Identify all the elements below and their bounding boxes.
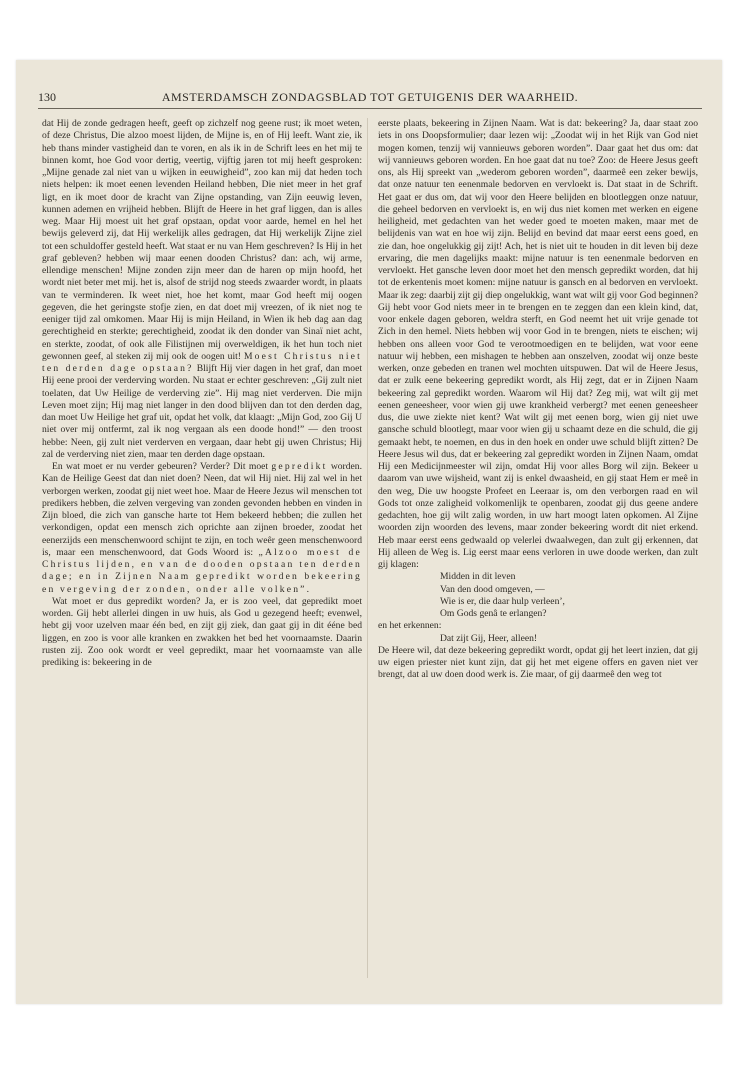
- hymn-verse: [378, 571, 698, 620]
- newspaper-page: [16, 60, 722, 1004]
- paragraph: De Heere wil, dat deze bekeering gepredikt wordt, opdat gij het leert inzien, dat gij uw eigen priester niet kunt zijn, dat gij het met eigene offers en gaven niet ver brengt, dat al uw doen dood werk is. Zie maar, of gij daarmeê den weg tot: [378, 644, 698, 681]
- verse-line: Midden in dit leven: [440, 571, 516, 583]
- spaced-emphasis: Moest Christus niet ten derden dage opstaan?: [42, 350, 362, 374]
- paragraph: dat Hij de zonde gedragen heeft, geeft op zichzelf nog geene rust; ik moet weten, of deze Christus, Die alzoo moest lijden, de Mijne is, en of Hij leeft. Want zie, ik heb thans minder vastigheid dan te voren, en als ik in de Schrift lees en het mij te binnen komt, hoe God voor dertig, veertig, vijftig jaren tot mij heeft gesproken: „Mijne genade zal niet van u wijken in eeuwigheid”, zoo kan mij dat heden toch niets helpen: ik moet eenen levenden Heiland hebben, Die niet meer in het graf ligt, en ik moet door de kracht van Zijne opstanding, van Zijn eeuwig leven, kunnen ademen en vrijheid hebben. Blijft de Heere in het graf liggen, dan is alles weg. Maar Hij moest uit het graf opstaan, opdat voor aarde, hemel en hel het bewijs geleverd zij, dat Hij werkelijk alles gedragen, dat Hij werkelijk Zijne ziel tot een schuldoffer gesteld heeft. Wat staat er nu van Hem geschreven? Is Hij in het graf gebleven? hebben wij maar eenen dooden Christus? dan: ach, wij arme, ellendige menschen! Mijne zonden zijn meer dan de haren op mijn hoofd, het wordt niet beter met mij. het is, alsof de strijd nog steeds zwaarder wordt, in plaats van te verminderen. Ik weet niet, hoe het komt, maar God heeft mij oogen gegeven, die het geringste stofje zien, en dat doet mij vreezen, of ik niet nog te eeniger tijd zal omkomen. Maar Hij is mijn Heiland, in Wien ik heb dag aan dag gerechtigheid en sterkte; gerechtigheid, zoodat ik den donder van Sinaï niet acht, en sterkte, zoodat, of ook alle Filistijnen mij overweldigen, ik het hun toch niet gewonnen geef, al steken zij mij ook de oogen uit! Moest Christus niet ten derden dage opstaan? Blijft Hij vier dagen in het graf, dan moet Hij eene prooi der verderving worden. Nu staat er echter geschreven: „Gij zult niet toelaten, dat Uw Heilige de verderving zie”. Hij mag niet verderven. Die mijn Leven moet zijn; Hij mag niet langer in den dood blijven dan tot den derden dag, dan moet Uw Heilige het graf uit, opdat het volk, dat klaagt: „Mijn God, zoo Gij U niet over mij ontfermt, zal ik nog vergaan als een doode hond!” — den troost hebbe: Neen, gij zult niet verderven en vergaan, daar hebt gij uwen Christus; Hij zal de verderving niet zien, maar ten derden dage opstaan.: [42, 118, 362, 460]
- spaced-emphasis: gepredikt: [271, 461, 328, 472]
- paragraph: eerste plaats, bekeering in Zijnen Naam. Wat is dat: bekeering? Ja, daar staat zoo iets in ons Doopsformulier; daar lezen wij: „Zoodat wij in het Rijk van God niet mogen komen, tenzij wij vannieuws geboren worden”. Daar gaat het dus om: dat wij vannieuws geboren worden. En hoe gaat dat nu toe? Zoo: de Heere Jesus geeft ons, als Hij spreekt van „wederom geboren worden”, daarmeê een zeker bewijs, dat onze natuur ten eenenmale bedorven en vervloekt is. Dat staat in de Schrift. Het gaat er dus om, dat wij voor den Heere belijden en blootleggen onze natuur, die geheel bedorven en vervloekt is, en wij dus niet komen met werken en eigene heiligheid, met gedachten van het weder goed te moeten maken, maar met de belijdenis van wat en hoe wij zijn. Belijd en bevind dat maar eerst eens goed, en zie dan, hoe ongelukkig gij zijt! Ach, het is niet uit te houden in dit leven bij deze ervaring, die men dagelijks maakt: mijne natuur is ten eenenmale bedorven en vervloekt. Het gansche leven door moet het den mensch gepredikt worden, dat hij tot de erkentenis moet komen: mijne natuur is gansch en al bedorven en vervloekt. Maar ik zeg: daarbij zijt gij diep ongelukkig, want wat wilt gij voor God beginnen? Gij hebt voor God niets meer in te brengen en te zeggen dan een klein kind, dat, voor enkele dagen geboren, weldra sterft, en God neemt het uit vrije genade tot Zich in den hemel. Niets hebben wij voor God in te brengen, niets te eischen; wij hebben ons alleen voor God te verootmoedigen en te belijden, wat voor eene natuur wij hebben, een mishagen te hebben aan onszelven, zoodat wij onze beste werken, onze gebeden en tranen wel mochten uitspuwen. Dat wil de Heere Jesus, dat er zulk eene bekeering gepredikt wordt, als Hij zegt, dat er in Zijnen Naam bekeering zal gepredikt worden. Waarom wil Hij dat? Zeg mij, wat wilt gij met eenen geneesheer, voor wien gij uwe krankheid verbergt? met eenen geneesheer dus, die uwe ziekte niet kent? Wat wilt gij met eenen borg, wien gij niet uwe gansche schuld blootlegt, maar voor wien gij u schaamt deze en die schuld, die gij gemaakt hebt, te noemen, en dus in den hoek en onder uwe schuld blijft zitten? De Heere Jesus wil dus, dat er bekeering zal gepredikt worden in Zijnen Naam, omdat Hij een Medicijnmeester wil zijn, omdat Hij voor alles Borg wil zijn. Bekeer u daarom van uwe wijsheid, want zij is enkel dwaasheid, en gij staat Hem er meê in den weg, Die uw hoogste Profeet en Leeraar is, om den verborgen raad en wil Gods tot onze zaligheid volkomenlijk te openbaren, zoodat gij dus geene andere gedachten, hoe gij wilt zalig worden, in uw hart moogt laten opkomen. Al Zijne woorden zijn woorden des levens, maar zonder bekeering wordt dit niet erkend. Heb maar eerst eens gedwaald op velerlei dwaalwegen, dan zult gij erkennen, dat Hij alleen de Weg is. Lig eerst maar eens verloren in uwe doode werken, dan zult gij klagen:: [378, 118, 698, 570]
- verse-line: Van den dood omgeven, —: [440, 583, 545, 595]
- page-header: [38, 90, 702, 109]
- spaced-emphasis: „Alzoo moest de Christus lijden, en van de dooden opstaan ten derden dage; en in Zijnen Naam gepredikt worden bekeering en vergeving der zonden, onder alle volken”.: [42, 546, 362, 595]
- left-column: [42, 118, 362, 978]
- paragraph: Wat moet er dus gepredikt worden? Ja, er is zoo veel, dat gepredikt moet worden. Gij hebt allerlei dingen in uw huis, als God u gezegend heeft; evenwel, hebt gij voor uzelven maar één bed, en zijt gij ziek, dan gaat gij in dit ééne bed liggen, en zoo is voor alle kranken en zwakken het bed het voornaamste. Daarin rusten zij. Zoo ook wordt er veel gepredikt, maar het voornaamste van alle prediking is: bekeering in de: [42, 595, 362, 668]
- running-title: AMSTERDAMSCH ZONDAGSBLAD TOT GETUIGENIS DER WAARHEID.: [161, 90, 579, 104]
- column-divider: [367, 118, 368, 978]
- verse-line: Wie is er, die daar hulp verleen’,: [440, 595, 565, 607]
- paragraph: en het erkennen:: [378, 620, 442, 632]
- paragraph: En wat moet er nu verder gebeuren? Verder? Dit moet gepredikt worden. Kan de Heilige Geest dat dan niet doen? Neen, dat wil Hij niet. Hij zal wel in het verborgen werken, zoodat gij niet weet hoe. Maar de Heere Jezus wil menschen tot predikers hebben, die zelven vergeving van zonden gevonden hebben en vinden in Zijn bloed, die zich van gansche harte tot Hem bekeerd hebben; die zullen het verkondigen, opdat een mensch zich oprichte aan zijnen broeder, zoodat het eenerzijds een menschenwoord schijnt te zijn, en toch weêr geen menschenwoord is, maar een menschenwoord, dat Gods Woord is: „Alzoo moest de Christus lijden, en van de dooden opstaan ten derden dage; en in Zijnen Naam gepredikt worden bekeering en vergeving der zonden, onder alle volken”.: [42, 461, 362, 595]
- verse-line: Dat zijt Gij, Heer, alleen!: [440, 632, 538, 644]
- page-number: 130: [38, 90, 56, 104]
- right-column: [378, 118, 698, 978]
- hymn-verse: [378, 633, 698, 645]
- verse-line: Om Gods genâ te erlangen?: [440, 608, 547, 619]
